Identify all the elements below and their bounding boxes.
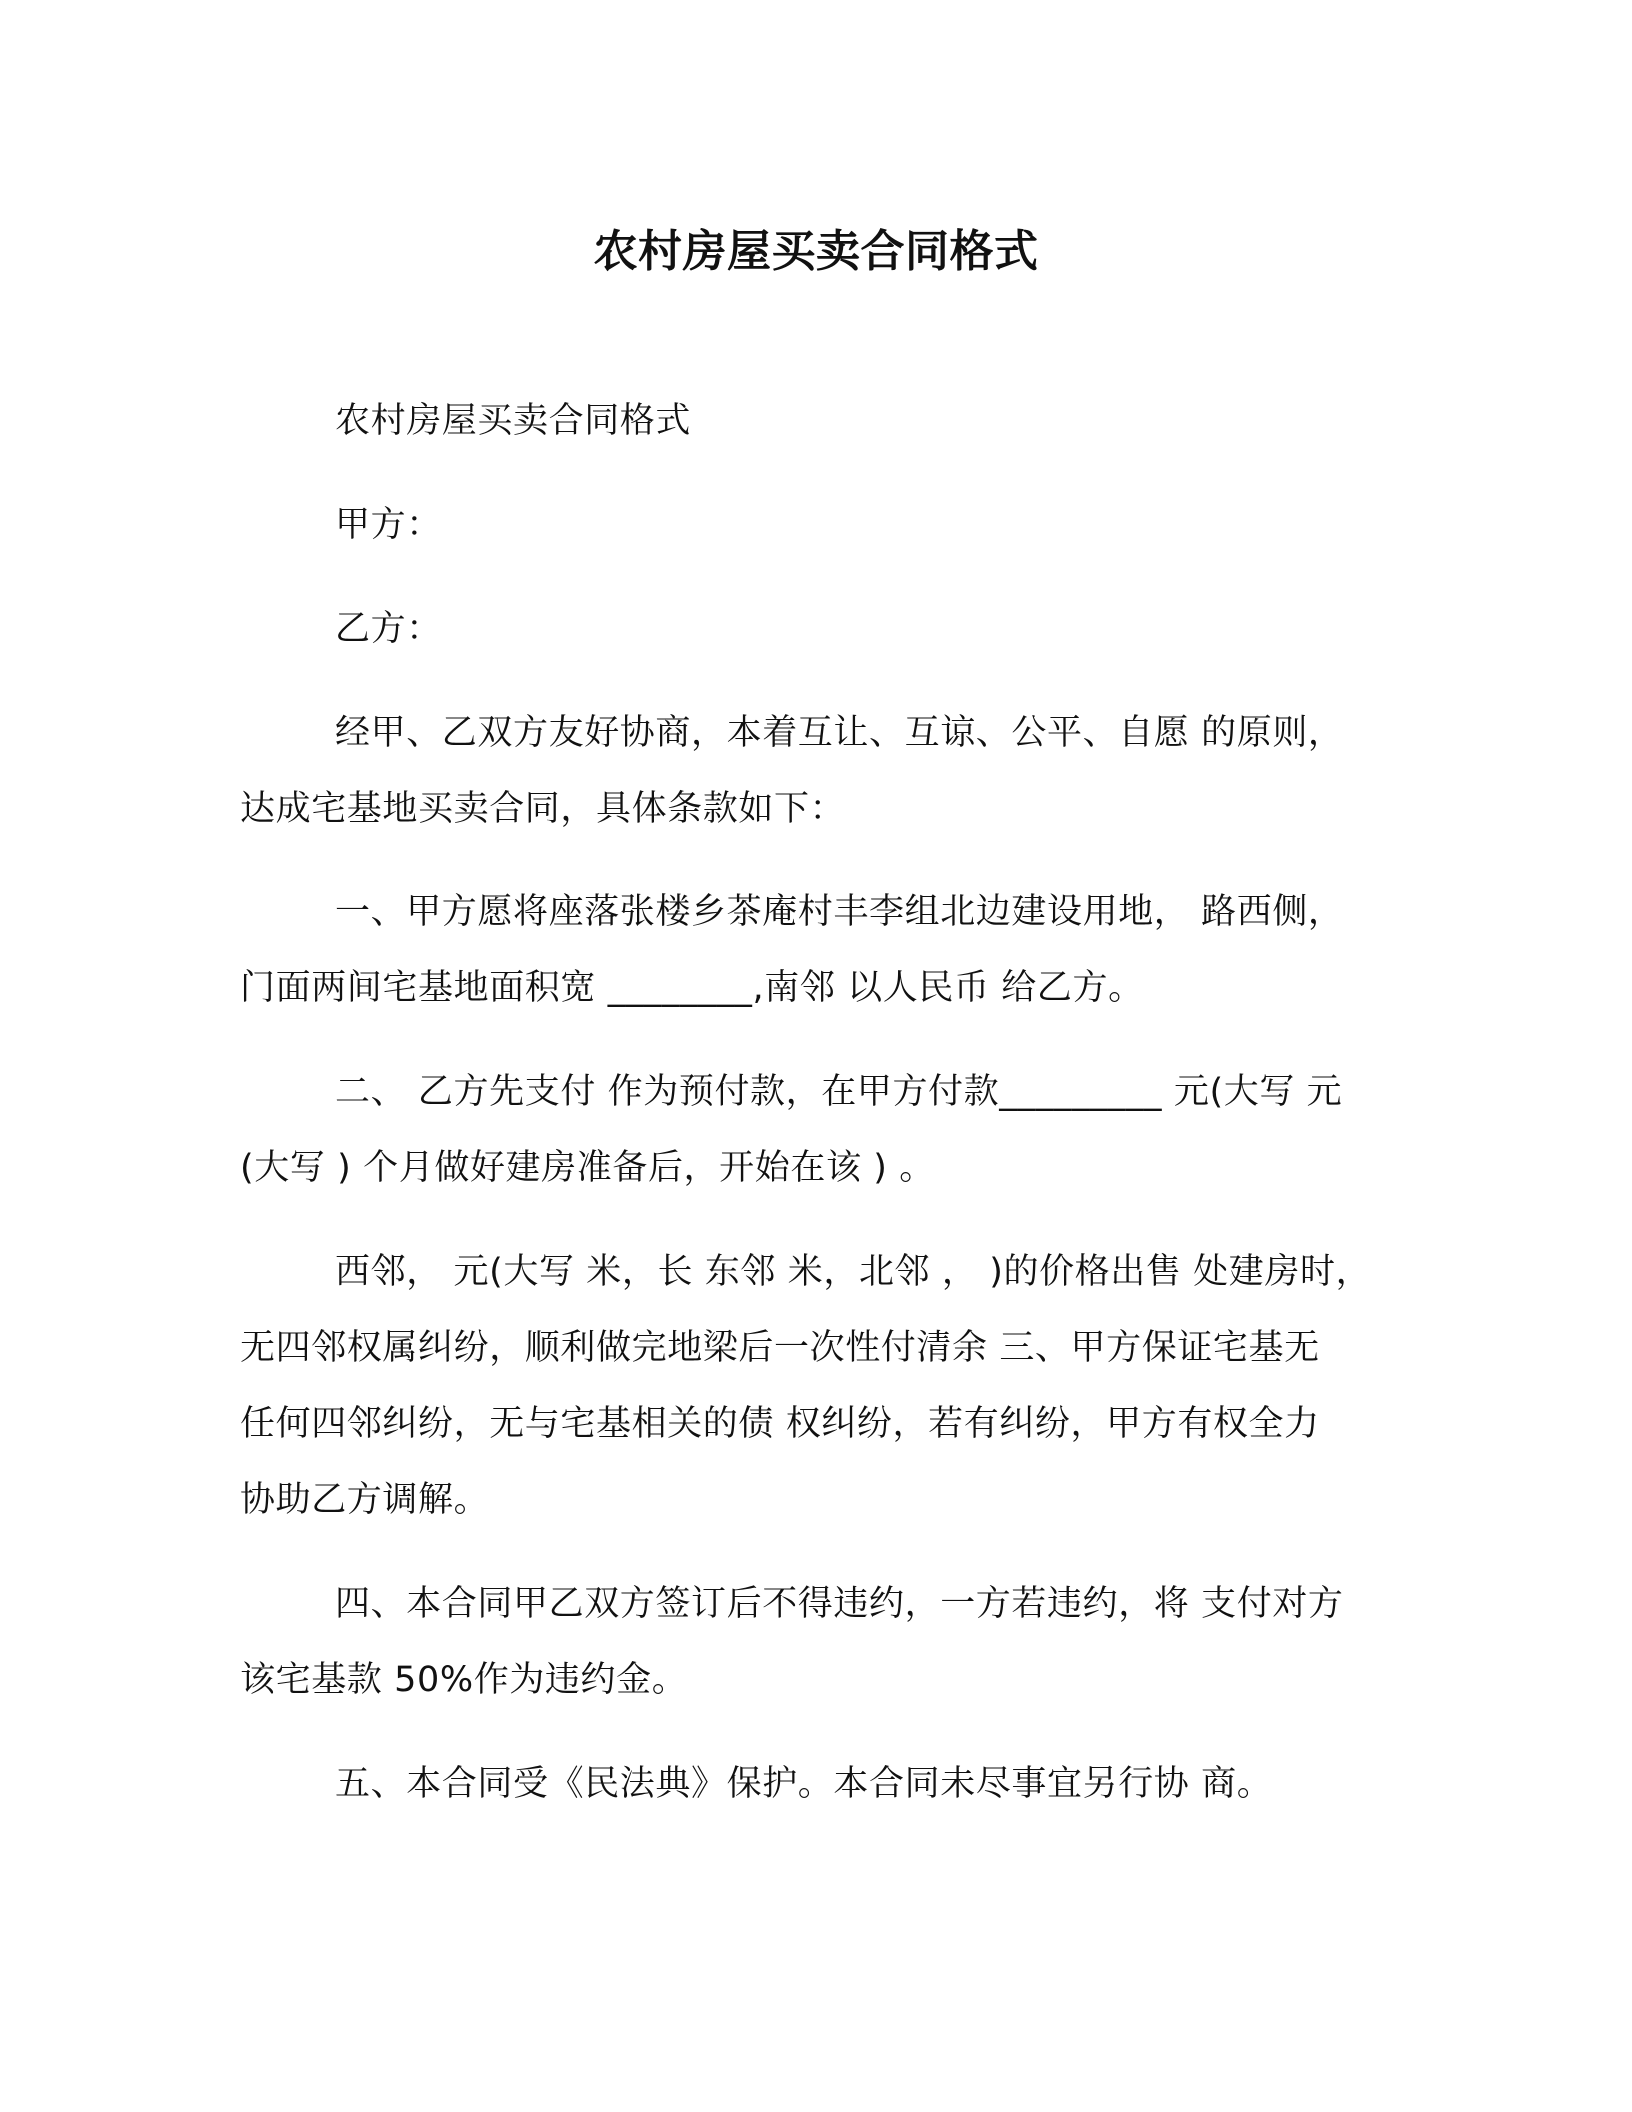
clause-5-line-1: 五、本合同受《民法典》保护。本合同未尽事宜另行协 商。 xyxy=(335,1764,1273,1804)
document-subtitle: 农村房屋买卖合同格式 xyxy=(335,401,692,441)
clause-2-line-2: (大写 ) 个月做好建房准备后，开始在该 ) 。 xyxy=(240,1148,935,1188)
clause-3-line-4: 协助乙方调解。 xyxy=(240,1480,490,1520)
clause-3-line-3: 任何四邻纠纷，无与宅基相关的债 权纠纷，若有纠纷，甲方有权全力 xyxy=(240,1404,1320,1444)
intro-line-1: 经甲、乙双方友好协商，本着互让、互谅、公平、自愿 的原则， xyxy=(335,713,1344,753)
intro-line-2: 达成宅基地买卖合同，具体条款如下： xyxy=(240,789,846,829)
clause-4-line-2: 该宅基款 50%作为违约金。 xyxy=(240,1660,688,1700)
clause-4-line-1: 四、本合同甲乙双方签订后不得违约，一方若违约，将 支付对方 xyxy=(335,1584,1344,1624)
document-title: 农村房屋买卖合同格式 xyxy=(593,226,1039,277)
party-a-label: 甲方： xyxy=(335,505,442,545)
clause-3-line-1: 西邻， 元(大写 米，长 东邻 米，北邻 ， )的价格出售 处建房时， xyxy=(335,1252,1372,1292)
party-b-label: 乙方： xyxy=(335,609,442,649)
clause-1-line-1: 一、甲方愿将座落张楼乡茶庵村丰李组北边建设用地， 路西侧， xyxy=(335,892,1344,932)
clause-2-line-1: 二、 乙方先支付 作为预付款，在甲方付款_________ 元(大写 元 xyxy=(335,1072,1343,1112)
clause-3-line-2: 无四邻权属纠纷，顺利做完地梁后一次性付清余 三、甲方保证宅基无 xyxy=(240,1328,1320,1368)
clause-1-line-2: 门面两间宅基地面积宽 ________,南邻 以人民币 给乙方。 xyxy=(240,968,1144,1008)
